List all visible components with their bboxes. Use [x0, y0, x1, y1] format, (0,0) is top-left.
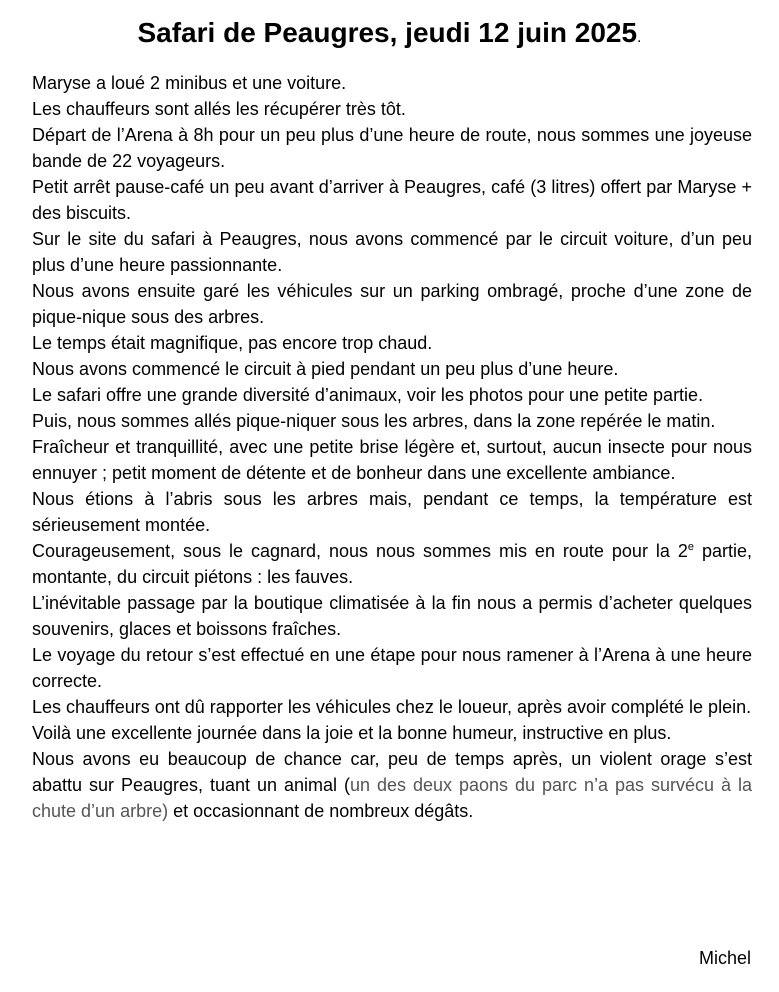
ordinal-suffix: e	[687, 541, 695, 553]
paragraph: Puis, nous sommes allés pique-niquer sous les arbres, dans la zone repérée le matin.	[32, 411, 716, 431]
paragraph-courage	[32, 538, 752, 590]
signature: Michel	[698, 948, 751, 968]
last-after: et occasionnant de nombreux dégâts.	[168, 801, 474, 821]
paragraph: Le voyage du retour s’est effectué en une étape pour nous ramener à l’Arena à une heure correcte.	[32, 645, 752, 691]
paragraph: Le safari offre une grande diversité d’animaux, voir les photos pour une petite partie.	[32, 385, 704, 405]
paragraph: Les chauffeurs ont dû rapporter les véhicules chez le loueur, après avoir complété le plein.	[32, 697, 752, 717]
last-before: Nous avons eu beaucoup de chance car, peu de temps après, un violent orage s’est abattu sur Peaugres, tuant un animal (	[32, 749, 752, 795]
paragraph: Les chauffeurs sont allés les récupérer très tôt.	[32, 99, 406, 119]
article-body	[32, 70, 752, 824]
paragraph: Petit arrêt pause-café un peu avant d’arriver à Peaugres, café (3 litres) offert par Maryse + des biscuits.	[32, 177, 752, 223]
paragraph: Sur le site du safari à Peaugres, nous avons commencé par le circuit voiture, d’un peu plus d’une heure passionnante.	[32, 229, 752, 275]
paragraph-last	[32, 746, 752, 824]
courage-after: partie, montante, du circuit piétons : les fauves.	[32, 541, 753, 587]
paragraph: L’inévitable passage par la boutique climatisée à la fin nous a permis d’acheter quelques souvenirs, glaces et boissons fraîches.	[32, 593, 752, 639]
title-text: Safari de Peaugres, jeudi 12 juin 2025	[137, 17, 638, 48]
page-title	[0, 16, 779, 55]
paragraph: Voilà une excellente journée dans la joie et la bonne humeur, instructive en plus.	[32, 723, 672, 743]
paragraph: Nous avons ensuite garé les véhicules sur un parking ombragé, proche d’une zone de pique-nique sous des arbres.	[32, 281, 752, 327]
paragraph: Maryse a loué 2 minibus et une voiture.	[32, 73, 347, 93]
paragraph: Fraîcheur et tranquillité, avec une petite brise légère et, surtout, aucun insecte pour nous ennuyer ; petit moment de détente et de bonheur dans une excellente ambiance.	[32, 437, 752, 483]
paragraph: Nous avons commencé le circuit à pied pendant un peu plus d’une heure.	[32, 359, 619, 379]
paragraph: Le temps était magnifique, pas encore trop chaud.	[32, 333, 433, 353]
last-aside: un des deux paons du parc n’a pas survécu à la chute d’un arbre)	[32, 775, 752, 821]
title-dot: .	[637, 29, 642, 46]
courage-before: Courageusement, sous le cagnard, nous nous sommes mis en route pour la 2	[32, 541, 688, 561]
paragraph: Départ de l’Arena à 8h pour un peu plus d’une heure de route, nous sommes une joyeuse bande de 22 voyageurs.	[32, 125, 752, 171]
paragraph: Nous étions à l’abris sous les arbres mais, pendant ce temps, la température est sérieusement montée.	[32, 489, 752, 535]
